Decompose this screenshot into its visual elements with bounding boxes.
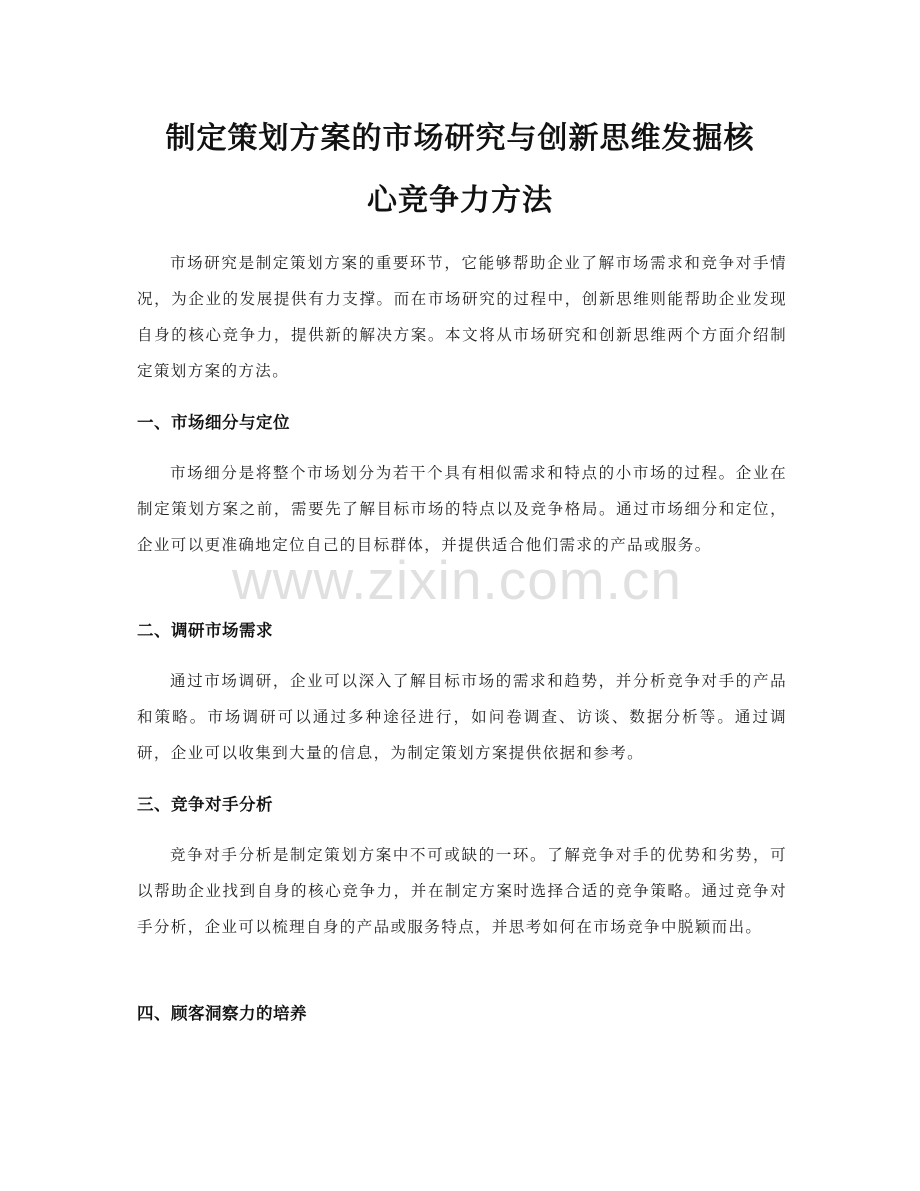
intro-paragraph: 市场研究是制定策划方案的重要环节，它能够帮助企业了解市场需求和竞争对手情况，为企业的发展提供有力支撑。而在市场研究的过程中，创新思维则能帮助企业发现自身的核心竞争力，提供新的解决方案。本文将从市场研究和创新思维两个方面介绍制定策划方案的方法。	[137, 254, 787, 380]
section-heading-4: 四、顾客洞察力的培养	[137, 1004, 307, 1023]
page-title-line-1: 制定策划方案的市场研究与创新思维发掘核	[165, 121, 755, 156]
section-body-3: 竞争对手分析是制定策划方案中不可或缺的一环。了解竞争对手的优势和劣势，可以帮助企业找到自身的核心竞争力，并在制定方案时选择合适的竞争策略。通过竞争对手分析，企业可以梳理自身的产品或服务特点，并思考如何在市场竞争中脱颖而出。	[137, 846, 787, 936]
watermark: www.zixin.com.cn	[232, 549, 682, 611]
section-heading-1: 一、市场细分与定位	[137, 413, 290, 432]
section-body-2: 通过市场调研，企业可以深入了解目标市场的需求和趋势，并分析竞争对手的产品和策略。市场调研可以通过多种途径进行，如问卷调查、访谈、数据分析等。通过调研，企业可以收集到大量的信息，为制定策划方案提供依据和参考。	[137, 672, 787, 762]
section-body-1: 市场细分是将整个市场划分为若干个具有相似需求和特点的小市场的过程。企业在制定策划方案之前，需要先了解目标市场的特点以及竞争格局。通过市场细分和定位，企业可以更准确地定位自己的目标群体，并提供适合他们需求的产品或服务。	[137, 464, 787, 554]
section-heading-3: 三、竞争对手分析	[137, 795, 273, 814]
section-heading-2: 二、调研市场需求	[137, 621, 273, 640]
page-title-line-2: 心竞争力方法	[367, 183, 553, 218]
